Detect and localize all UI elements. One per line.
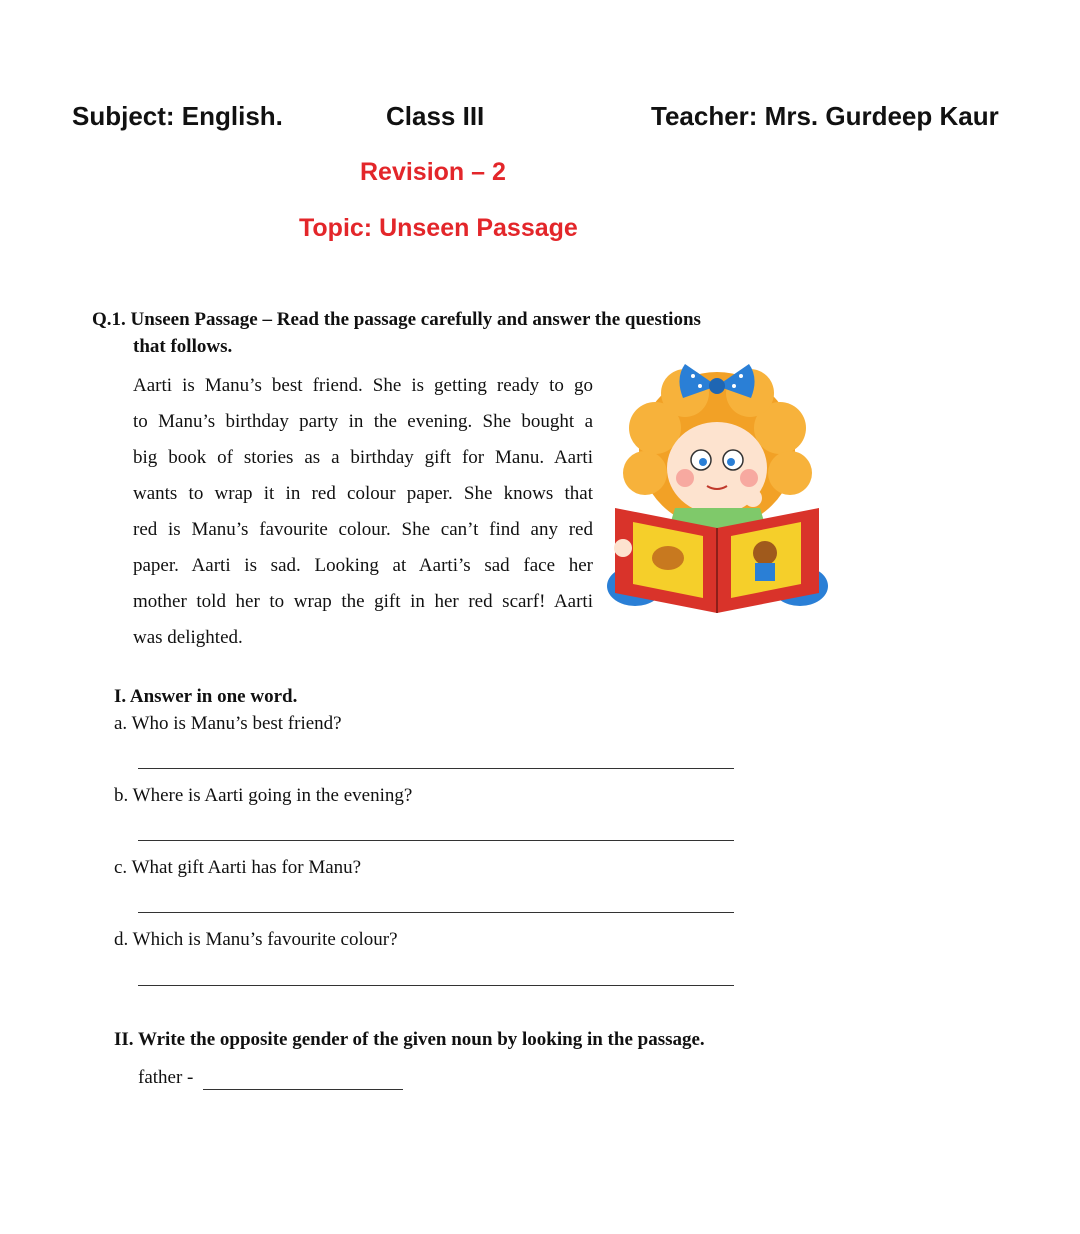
subject-label: Subject: English. [72, 101, 283, 131]
passage-line: paper. Aarti is sad. Looking at Aarti’s sad face her [133, 555, 593, 576]
answer-line-father[interactable] [203, 1089, 403, 1090]
father-item: father - [138, 1067, 194, 1088]
question-c: c. What gift Aarti has for Manu? [114, 857, 362, 878]
question-d: d. Which is Manu’s favourite colour? [114, 929, 398, 950]
passage-line: Aarti is Manu’s best friend. She is getting ready to go [133, 375, 593, 396]
question-a: a. Who is Manu’s best friend? [114, 713, 342, 734]
girl-reading-book-illustration [605, 358, 830, 618]
question-b: b. Where is Aarti going in the evening? [114, 785, 413, 806]
passage-line: was delighted. [133, 627, 243, 648]
passage-line: big book of stories as a birthday gift for Manu. Aarti [133, 447, 593, 468]
answer-line-b[interactable] [138, 840, 734, 841]
revision-title: Revision – 2 [360, 158, 506, 186]
section-2-title: II. Write the opposite gender of the given noun by looking in the passage. [114, 1029, 705, 1050]
passage-line: mother told her to wrap the gift in her red scarf! Aarti [133, 591, 593, 612]
teacher-label: Teacher: Mrs. Gurdeep Kaur [651, 101, 999, 131]
answer-line-c[interactable] [138, 912, 734, 913]
passage-line: red is Manu’s favourite colour. She can’t find any red [133, 519, 593, 540]
passage-line: to Manu’s birthday party in the evening. She bought a [133, 411, 593, 432]
answer-line-d[interactable] [138, 985, 734, 986]
question-1-line: Q.1. Unseen Passage – Read the passage carefully and answer the questions [92, 309, 701, 330]
passage-line: wants to wrap it in red colour paper. She knows that [133, 483, 593, 504]
answer-line-a[interactable] [138, 768, 734, 769]
question-1-heading [92, 306, 701, 360]
class-label: Class III [386, 101, 485, 131]
question-1-line: that follows. [133, 336, 233, 357]
topic-title: Topic: Unseen Passage [299, 214, 578, 242]
passage-text [133, 368, 593, 656]
section-1-title: I. Answer in one word. [114, 686, 298, 707]
